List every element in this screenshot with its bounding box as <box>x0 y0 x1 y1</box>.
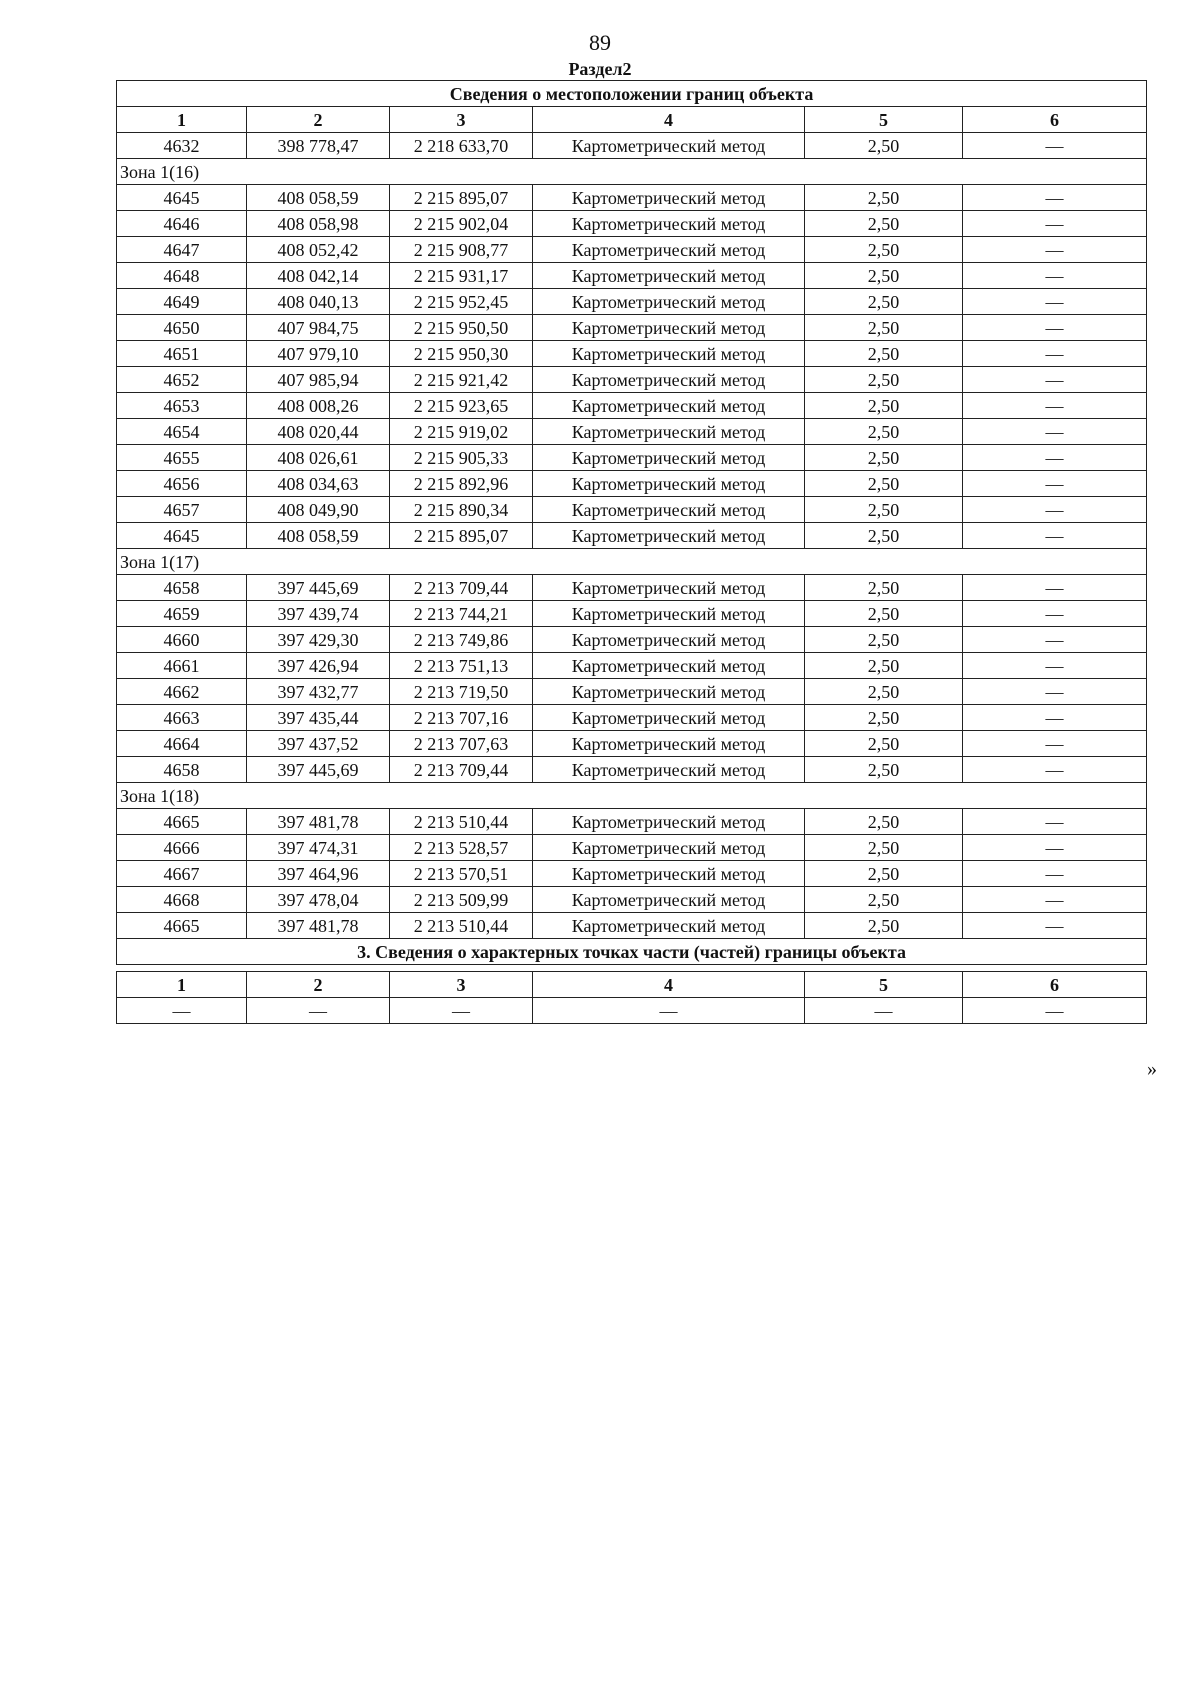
table-row <box>117 575 1147 601</box>
table-cell: 4652 <box>117 367 247 393</box>
table-cell: 408 058,59 <box>247 185 390 211</box>
table-cell: — <box>533 998 805 1024</box>
table-cell: 2 215 950,50 <box>390 315 533 341</box>
table-cell: 4651 <box>117 341 247 367</box>
table-cell: — <box>963 861 1147 887</box>
table-row <box>117 809 1147 835</box>
column-header: 5 <box>805 972 963 998</box>
table-cell: 2 215 952,45 <box>390 289 533 315</box>
table-cell: 4668 <box>117 887 247 913</box>
table-cell: Картометрический метод <box>533 887 805 913</box>
table-cell: — <box>963 263 1147 289</box>
table-cell: 397 445,69 <box>247 757 390 783</box>
table-cell: — <box>963 653 1147 679</box>
table-cell: 408 058,59 <box>247 523 390 549</box>
table-cell: 2 213 749,86 <box>390 627 533 653</box>
table-cell: 397 429,30 <box>247 627 390 653</box>
column-header: 4 <box>533 972 805 998</box>
zone-label: Зона 1(17) <box>117 549 1147 575</box>
table-cell: 2 213 719,50 <box>390 679 533 705</box>
boundary-table <box>116 80 1147 965</box>
table-row <box>117 263 1147 289</box>
column-header: 2 <box>247 107 390 133</box>
table-row <box>117 133 1147 159</box>
table-cell: — <box>963 419 1147 445</box>
table-cell: 4647 <box>117 237 247 263</box>
table-cell: — <box>963 679 1147 705</box>
table-cell: Картометрический метод <box>533 445 805 471</box>
table-cell: 2 213 709,44 <box>390 757 533 783</box>
table-row <box>117 887 1147 913</box>
table-cell: 4665 <box>117 809 247 835</box>
table-cell: 4645 <box>117 523 247 549</box>
table-cell: 2 215 895,07 <box>390 523 533 549</box>
table-cell: 408 040,13 <box>247 289 390 315</box>
table-cell: 4661 <box>117 653 247 679</box>
table-cell: Картометрический метод <box>533 315 805 341</box>
column-header: 4 <box>533 107 805 133</box>
table-cell: 4662 <box>117 679 247 705</box>
table-cell: Картометрический метод <box>533 757 805 783</box>
table-cell: 397 426,94 <box>247 653 390 679</box>
table-cell: — <box>963 133 1147 159</box>
table-cell: 2 215 902,04 <box>390 211 533 237</box>
table-cell: Картометрический метод <box>533 679 805 705</box>
table-cell: 4658 <box>117 757 247 783</box>
table-cell: 4645 <box>117 185 247 211</box>
table-cell: 2,50 <box>805 471 963 497</box>
table-cell: 4649 <box>117 289 247 315</box>
table-cell: 2,50 <box>805 133 963 159</box>
table-cell: 2,50 <box>805 653 963 679</box>
table-cell: 2 215 919,02 <box>390 419 533 445</box>
table-cell: 2 215 931,17 <box>390 263 533 289</box>
table-cell: — <box>963 627 1147 653</box>
table-cell: 407 984,75 <box>247 315 390 341</box>
table-row <box>117 289 1147 315</box>
table-row <box>117 523 1147 549</box>
table-cell: 398 778,47 <box>247 133 390 159</box>
table-cell: 397 445,69 <box>247 575 390 601</box>
table-cell: 2,50 <box>805 445 963 471</box>
table-row <box>117 998 1147 1024</box>
table-row <box>117 185 1147 211</box>
table-cell: 2,50 <box>805 263 963 289</box>
table-row <box>117 341 1147 367</box>
section-title: 3. Сведения о характерных точках части (частей) границы объекта <box>117 939 1147 965</box>
table-cell: — <box>963 367 1147 393</box>
table-cell: 408 034,63 <box>247 471 390 497</box>
table-cell: 4656 <box>117 471 247 497</box>
table-cell: 2,50 <box>805 913 963 939</box>
column-header-row <box>117 107 1147 133</box>
column-header: 3 <box>390 107 533 133</box>
table-row <box>117 861 1147 887</box>
table-cell: 2 215 905,33 <box>390 445 533 471</box>
table-cell: 2 215 921,42 <box>390 367 533 393</box>
table-title: Сведения о местоположении границ объекта <box>117 81 1147 107</box>
table-cell: Картометрический метод <box>533 835 805 861</box>
table-cell: Картометрический метод <box>533 575 805 601</box>
table-body <box>117 133 1147 965</box>
table-cell: 2,50 <box>805 731 963 757</box>
table-cell: 4657 <box>117 497 247 523</box>
table-cell: 2 213 709,44 <box>390 575 533 601</box>
table-cell: 4655 <box>117 445 247 471</box>
table-cell: 2,50 <box>805 809 963 835</box>
table-cell: 2 218 633,70 <box>390 133 533 159</box>
zone-label: Зона 1(18) <box>117 783 1147 809</box>
page-number: 89 <box>589 30 611 55</box>
table-cell: 397 464,96 <box>247 861 390 887</box>
table-cell: Картометрический метод <box>533 731 805 757</box>
table-cell: 2,50 <box>805 237 963 263</box>
table-cell: Картометрический метод <box>533 653 805 679</box>
table-cell: — <box>963 601 1147 627</box>
table-cell: 4666 <box>117 835 247 861</box>
table-cell: 397 437,52 <box>247 731 390 757</box>
table-cell: Картометрический метод <box>533 809 805 835</box>
table-cell: 2 213 510,44 <box>390 809 533 835</box>
table-cell: — <box>247 998 390 1024</box>
table-cell: 2,50 <box>805 393 963 419</box>
table-cell: — <box>963 211 1147 237</box>
table-cell: 2 215 895,07 <box>390 185 533 211</box>
column-header: 3 <box>390 972 533 998</box>
table-cell: Картометрический метод <box>533 601 805 627</box>
table-cell: 397 481,78 <box>247 809 390 835</box>
table-cell: 2,50 <box>805 627 963 653</box>
table-cell: 4665 <box>117 913 247 939</box>
table-cell: Картометрический метод <box>533 367 805 393</box>
zone-row <box>117 159 1147 185</box>
table-cell: Картометрический метод <box>533 861 805 887</box>
table-cell: 397 432,77 <box>247 679 390 705</box>
table-row <box>117 731 1147 757</box>
table-cell: 2,50 <box>805 211 963 237</box>
table-cell: 2 213 744,21 <box>390 601 533 627</box>
table-cell: 2,50 <box>805 835 963 861</box>
table-cell: 2 215 950,30 <box>390 341 533 367</box>
table-cell: Картометрический метод <box>533 289 805 315</box>
column-header: 6 <box>963 972 1147 998</box>
column-header: 6 <box>963 107 1147 133</box>
table-cell: 4650 <box>117 315 247 341</box>
zone-label: Зона 1(16) <box>117 159 1147 185</box>
table-cell: — <box>963 575 1147 601</box>
table-row <box>117 913 1147 939</box>
table-row <box>117 835 1147 861</box>
table-cell: Картометрический метод <box>533 133 805 159</box>
table-cell: 2,50 <box>805 679 963 705</box>
table-cell: 408 042,14 <box>247 263 390 289</box>
table-cell: 397 439,74 <box>247 601 390 627</box>
section-label: Раздел2 <box>568 59 632 79</box>
table-cell: Картометрический метод <box>533 705 805 731</box>
table-cell: 407 979,10 <box>247 341 390 367</box>
table-row <box>117 653 1147 679</box>
table-cell: 2,50 <box>805 705 963 731</box>
table-cell: — <box>963 835 1147 861</box>
table-row <box>117 757 1147 783</box>
table-cell: — <box>963 393 1147 419</box>
table-cell: Картометрический метод <box>533 497 805 523</box>
table-cell: 2,50 <box>805 757 963 783</box>
table-cell: Картометрический метод <box>533 237 805 263</box>
table-cell: — <box>963 289 1147 315</box>
table-cell: 2,50 <box>805 341 963 367</box>
table-row <box>117 419 1147 445</box>
table-row <box>117 601 1147 627</box>
table-cell: 2,50 <box>805 497 963 523</box>
table-cell: — <box>963 731 1147 757</box>
table-cell: 2,50 <box>805 523 963 549</box>
table-cell: 4646 <box>117 211 247 237</box>
table-cell: 2 215 908,77 <box>390 237 533 263</box>
table-cell: 2 213 570,51 <box>390 861 533 887</box>
table-cell: Картометрический метод <box>533 471 805 497</box>
table-row <box>117 471 1147 497</box>
table-cell: 4654 <box>117 419 247 445</box>
closing-quote: » <box>1147 1058 1157 1080</box>
table-cell: Картометрический метод <box>533 185 805 211</box>
table-cell: 408 026,61 <box>247 445 390 471</box>
table-cell: — <box>963 471 1147 497</box>
table-cell: Картометрический метод <box>533 263 805 289</box>
table-cell: 2 213 751,13 <box>390 653 533 679</box>
table-cell: 2,50 <box>805 289 963 315</box>
table-cell: Картометрический метод <box>533 627 805 653</box>
table-cell: 4653 <box>117 393 247 419</box>
table-cell: 2,50 <box>805 315 963 341</box>
zone-row <box>117 783 1147 809</box>
table-cell: 4632 <box>117 133 247 159</box>
table-cell: Картометрический метод <box>533 523 805 549</box>
table-title-row <box>117 81 1147 107</box>
zone-row <box>117 549 1147 575</box>
table-cell: — <box>963 497 1147 523</box>
table-row <box>117 393 1147 419</box>
table-row <box>117 315 1147 341</box>
column-header: 1 <box>117 972 247 998</box>
table-row <box>117 237 1147 263</box>
table-cell: — <box>963 809 1147 835</box>
table-cell: Картометрический метод <box>533 913 805 939</box>
table-cell: 4648 <box>117 263 247 289</box>
table-cell: Картометрический метод <box>533 341 805 367</box>
table-cell: 2 215 890,34 <box>390 497 533 523</box>
table-body <box>117 998 1147 1024</box>
part-points-table <box>116 971 1147 1024</box>
table-cell: — <box>963 315 1147 341</box>
table-cell: 4659 <box>117 601 247 627</box>
table-cell: 2 213 509,99 <box>390 887 533 913</box>
table-cell: — <box>963 445 1147 471</box>
table-cell: — <box>963 998 1147 1024</box>
table-cell: 2,50 <box>805 887 963 913</box>
table-cell: 2,50 <box>805 601 963 627</box>
table-cell: 397 481,78 <box>247 913 390 939</box>
column-header: 5 <box>805 107 963 133</box>
table-row <box>117 211 1147 237</box>
table-cell: 2 215 892,96 <box>390 471 533 497</box>
table-cell: — <box>963 237 1147 263</box>
table-cell: 2 215 923,65 <box>390 393 533 419</box>
table-cell: Картометрический метод <box>533 393 805 419</box>
table-row <box>117 627 1147 653</box>
table-cell: — <box>963 757 1147 783</box>
table-cell: — <box>963 913 1147 939</box>
table-cell: Картометрический метод <box>533 419 805 445</box>
table-cell: 2,50 <box>805 861 963 887</box>
table-cell: — <box>963 523 1147 549</box>
table-cell: — <box>963 185 1147 211</box>
table-cell: — <box>805 998 963 1024</box>
table-cell: 397 474,31 <box>247 835 390 861</box>
table-cell: 2,50 <box>805 367 963 393</box>
table-cell: 2 213 528,57 <box>390 835 533 861</box>
table-cell: 408 049,90 <box>247 497 390 523</box>
table-cell: 2,50 <box>805 575 963 601</box>
table-cell: — <box>963 887 1147 913</box>
table-cell: 2 213 510,44 <box>390 913 533 939</box>
table-cell: 408 020,44 <box>247 419 390 445</box>
table-cell: 2,50 <box>805 185 963 211</box>
table-cell: 4664 <box>117 731 247 757</box>
table-cell: 2,50 <box>805 419 963 445</box>
table-row <box>117 497 1147 523</box>
column-header: 1 <box>117 107 247 133</box>
table-cell: 407 985,94 <box>247 367 390 393</box>
column-header: 2 <box>247 972 390 998</box>
column-header-row <box>117 972 1147 998</box>
table-cell: 4667 <box>117 861 247 887</box>
table-cell: 2 213 707,63 <box>390 731 533 757</box>
table-cell: — <box>117 998 247 1024</box>
table-cell: 397 435,44 <box>247 705 390 731</box>
table-cell: 2 213 707,16 <box>390 705 533 731</box>
table-cell: 408 052,42 <box>247 237 390 263</box>
table-row <box>117 679 1147 705</box>
table-row <box>117 445 1147 471</box>
table-row <box>117 705 1147 731</box>
table-cell: Картометрический метод <box>533 211 805 237</box>
section-title-row <box>117 939 1147 965</box>
table-cell: 408 008,26 <box>247 393 390 419</box>
table-cell: 408 058,98 <box>247 211 390 237</box>
table-cell: — <box>963 341 1147 367</box>
table-cell: 4658 <box>117 575 247 601</box>
table-cell: — <box>963 705 1147 731</box>
table-cell: 397 478,04 <box>247 887 390 913</box>
table-cell: 4663 <box>117 705 247 731</box>
table-cell: 4660 <box>117 627 247 653</box>
table-row <box>117 367 1147 393</box>
table-cell: — <box>390 998 533 1024</box>
